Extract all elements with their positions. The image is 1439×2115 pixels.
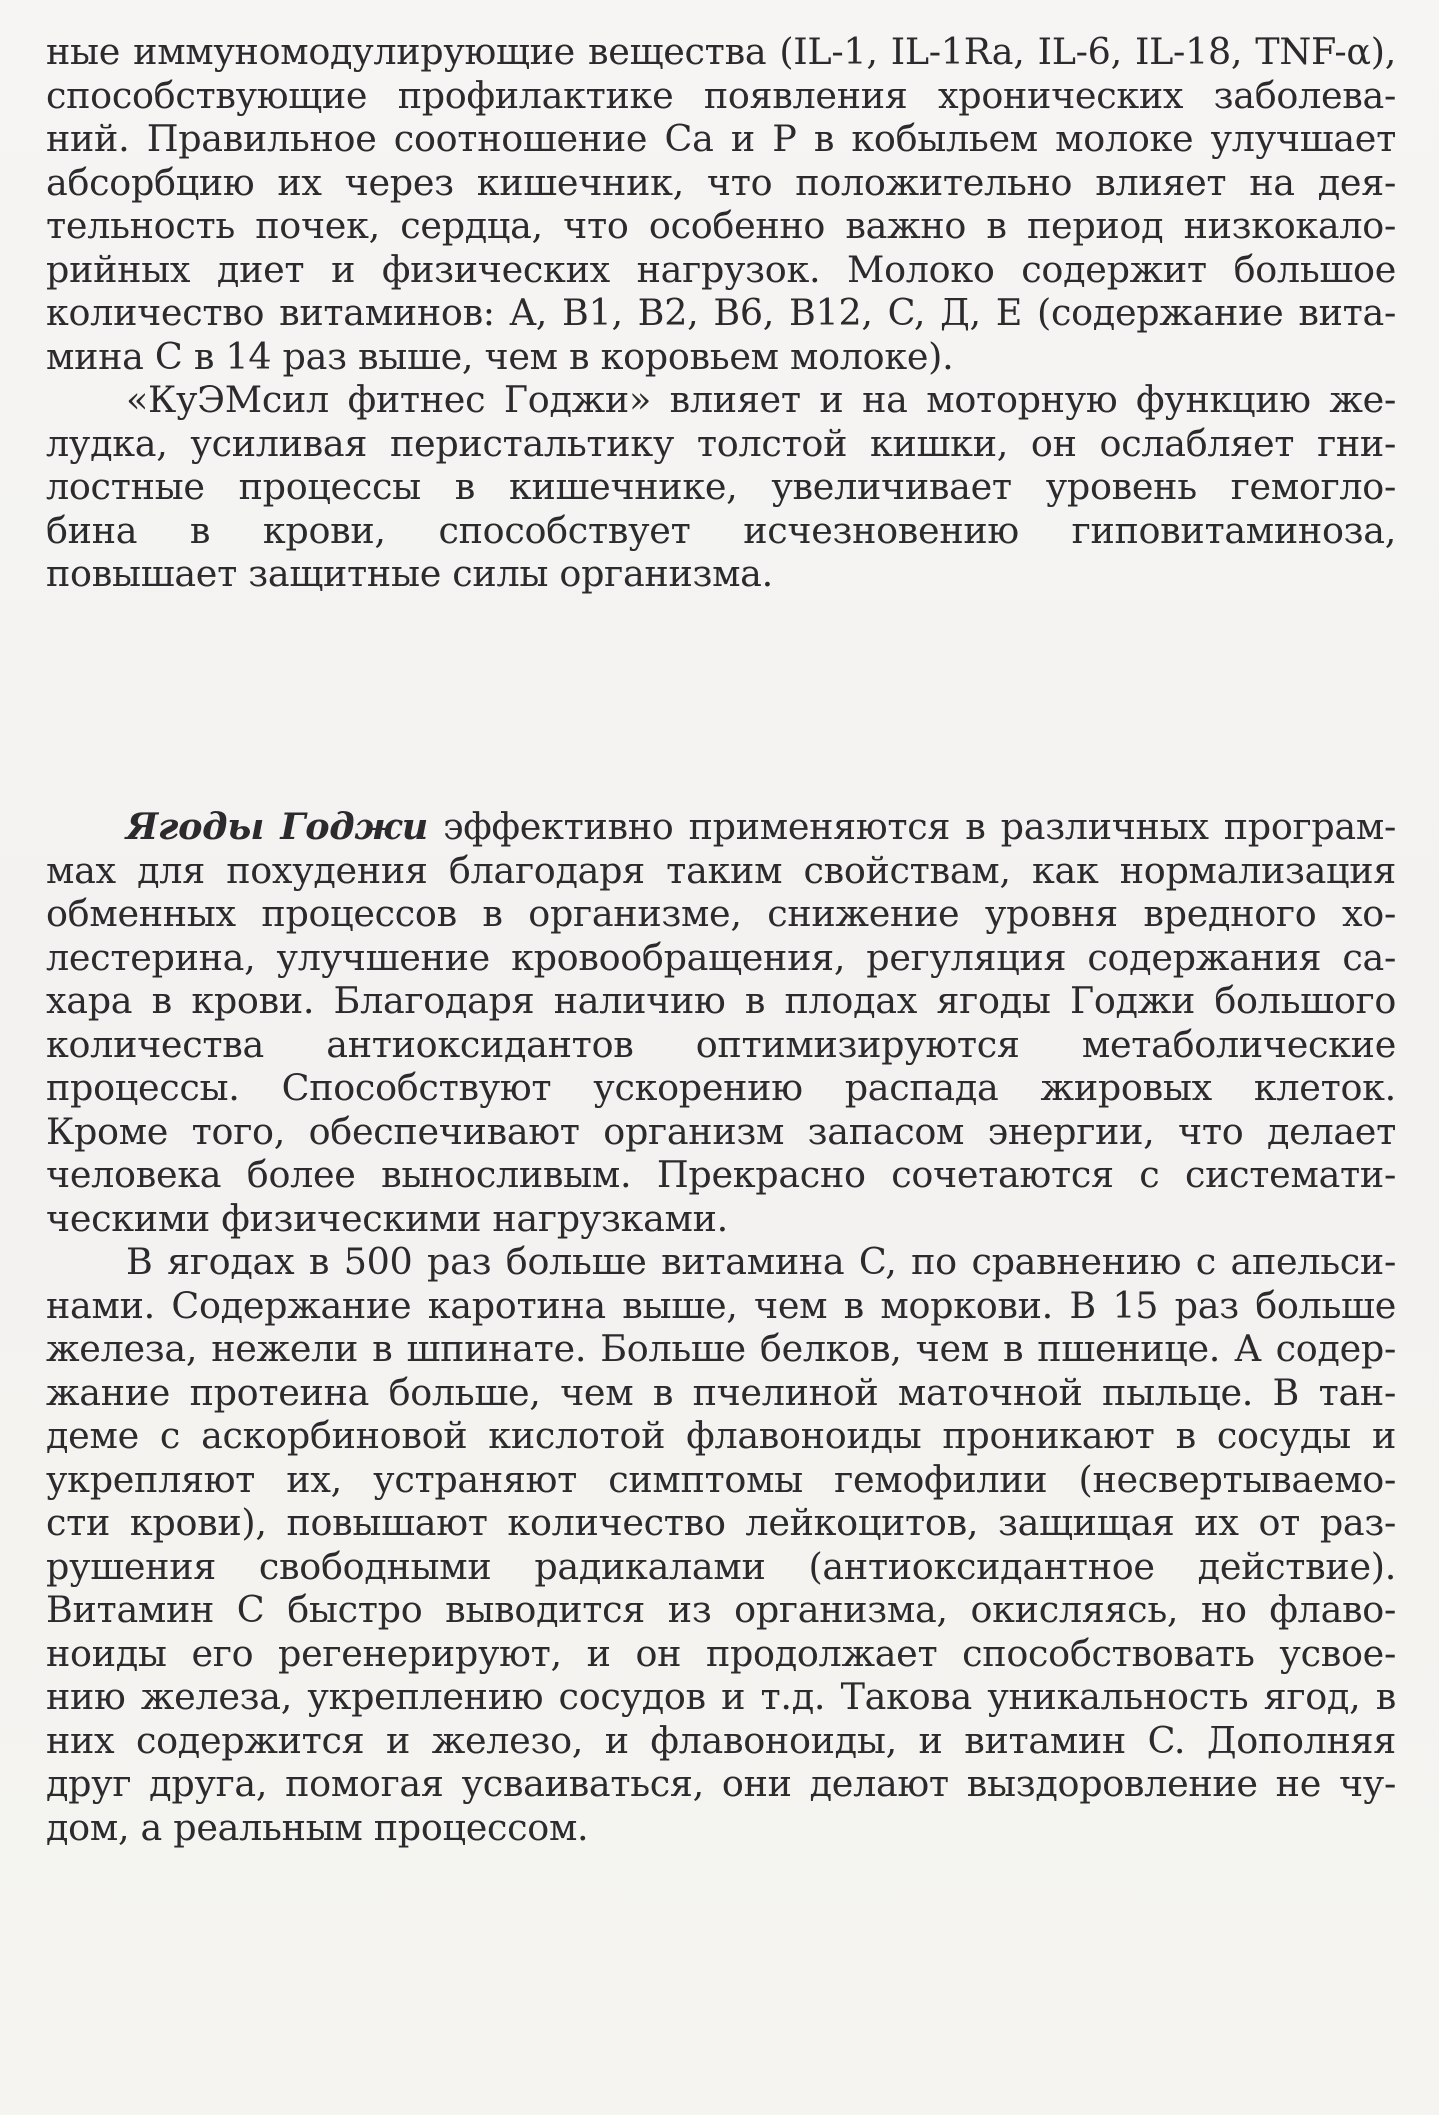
paragraph-mare-milk xyxy=(46,30,1396,378)
text-line: ческими физическими нагрузками. xyxy=(46,1196,728,1240)
text-line: «КуЭМсил фитнес Годжи» влияет и на моторную функцию же- xyxy=(126,378,1396,421)
text-line: хара в крови. Благодаря наличию в плодах ягоды Годжи большого xyxy=(46,979,1396,1022)
text-line: В ягодах в 500 раз больше витамина C, по сравнению с апельси- xyxy=(126,1240,1396,1283)
text-line: рийных диет и физических нагрузок. Молоко содержит большое xyxy=(46,247,1396,291)
text-line: количество витаминов: A, B1, B2, B6, B12, C, Д, E (содержание вита- xyxy=(46,291,1396,334)
text-line: рушения свободными радикалами (антиоксидантное действие). xyxy=(46,1544,1396,1588)
text-line: Кроме того, обеспечивают организм запасом энергии, что делает xyxy=(46,1109,1396,1153)
text-line: ний. Правильное соотношение Ca и P в кобыльем молоке улучшает xyxy=(46,117,1396,160)
text-line: нию железа, укреплению сосудов и т.д. Такова уникальность ягод, в xyxy=(46,1675,1396,1718)
text-line: них содержится и железо, и флавоноиды, и витамин C. Дополняя xyxy=(46,1718,1396,1762)
text-line: лудка, усиливая перистальтику толстой кишки, он ослабляет гни- xyxy=(46,421,1396,465)
text-line: ноиды его регенерируют, и он продолжает способствовать усвое- xyxy=(46,1631,1396,1675)
text-line: лестерина, улучшение кровообращения, регуляция содержания са- xyxy=(46,935,1396,979)
text-line: Витамин C быстро выводится из организма, окисляясь, но флаво- xyxy=(46,1588,1396,1631)
text-line: мах для похудения благодаря таким свойствам, как нормализация xyxy=(46,848,1396,892)
text-line: мина C в 14 раз выше, чем в коровьем молоке). xyxy=(46,334,954,378)
paragraph-kuemsil xyxy=(46,378,1396,596)
text-line: дом, а реальным процессом. xyxy=(46,1805,589,1849)
text-line: обменных процессов в организме, снижение уровня вредного хо- xyxy=(46,892,1396,935)
text-line: сти крови), повышают количество лейкоцитов, защищая их от раз- xyxy=(46,1501,1396,1544)
text-line: жание протеина больше, чем в пчелиной маточной пыльце. В тан- xyxy=(46,1370,1396,1414)
paragraph-goji-berries xyxy=(46,805,1396,1240)
text-line-with-lead xyxy=(46,805,1396,849)
text-line: деме с аскорбиновой кислотой флавоноиды проникают в сосуды и xyxy=(46,1414,1396,1457)
text-line: укрепляют их, устраняют симптомы гемофилии (несвертываемо- xyxy=(46,1457,1396,1501)
text-line: абсорбцию их через кишечник, что положительно влияет на дея- xyxy=(46,160,1396,204)
text-line: тельность почек, сердца, что особенно важно в период низкокало- xyxy=(46,204,1396,247)
text-block-top xyxy=(46,30,1396,596)
text-line: бина в крови, способствует исчезновению гиповитаминоза, xyxy=(46,508,1396,552)
paragraph-vitamin-c xyxy=(46,1240,1396,1849)
text-line: повышает защитные силы организма. xyxy=(46,552,773,595)
lead-term: Ягоды Годжи xyxy=(126,805,428,848)
text-line: процессы. Способствуют ускорению распада жировых клеток. xyxy=(46,1066,1396,1109)
text-line: нами. Содержание каротина выше, чем в моркови. В 15 раз больше xyxy=(46,1283,1396,1327)
text-line: эффективно применяются в различных програм- xyxy=(427,805,1396,848)
text-line: количества антиоксидантов оптимизируются метаболические xyxy=(46,1022,1396,1066)
text-line: способствующие профилактике появления хронических заболева- xyxy=(46,73,1396,117)
text-line: друг друга, помогая усваиваться, они делают выздоровление не чу- xyxy=(46,1762,1396,1805)
text-line: ные иммуномодулирующие вещества (IL-1, IL-1Ra, IL-6, IL-18, TNF-α), xyxy=(46,30,1396,73)
text-line: лостные процессы в кишечнике, увеличивает уровень гемогло- xyxy=(46,465,1396,508)
text-line: железа, нежели в шпинате. Больше белков, чем в пшенице. А содер- xyxy=(46,1327,1396,1370)
text-line: человека более выносливым. Прекрасно сочетаются с системати- xyxy=(46,1153,1396,1196)
text-block-bottom xyxy=(46,805,1396,1849)
